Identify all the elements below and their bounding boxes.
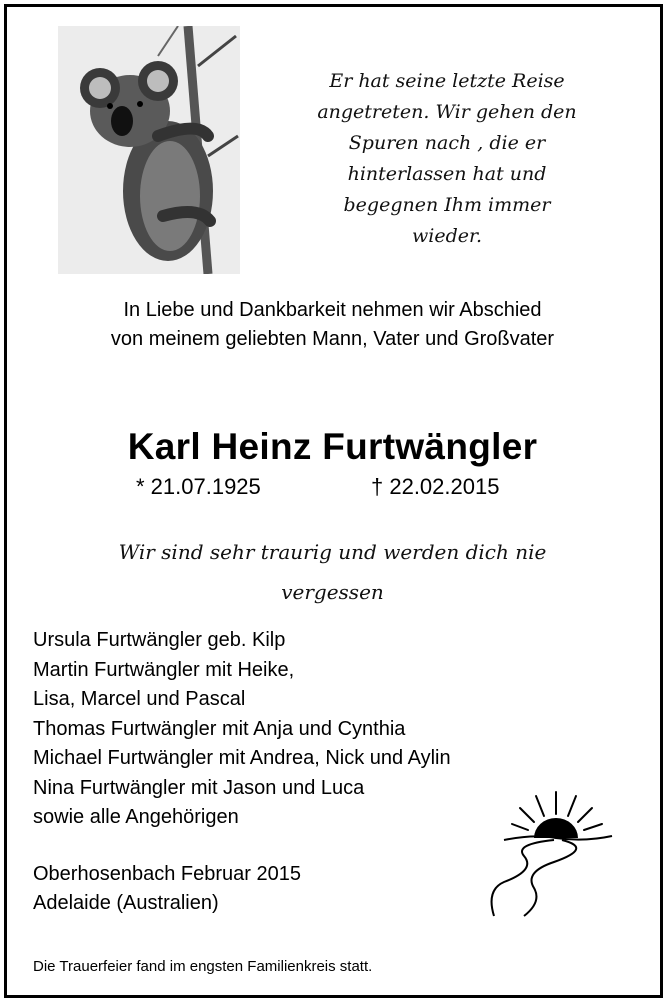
quote-line: begegnen Ihm immer: [343, 194, 551, 216]
mourner-line: Ursula Furtwängler geb. Kilp: [33, 629, 286, 651]
quote-line: wieder.: [411, 225, 483, 247]
place-line: Oberhosenbach Februar 2015: [33, 863, 301, 885]
farewell-quote: [262, 66, 632, 252]
quote-line: Er hat seine letzte Reise: [329, 70, 565, 92]
quote-line: angetreten. Wir gehen den: [317, 101, 577, 123]
quote-line: Spuren nach , die er: [348, 132, 546, 154]
mourner-line: Michael Furtwängler mit Andrea, Nick und Aylin: [33, 747, 451, 769]
statement-line: Wir sind sehr traurig und werden dich nie: [118, 540, 547, 564]
mourners-list: [33, 626, 451, 833]
mourner-line: Lisa, Marcel und Pascal: [33, 688, 246, 710]
place-line: Adelaide (Australien): [33, 892, 219, 914]
birth-date: * 21.07.1925: [136, 474, 261, 499]
mourner-line: sowie alle Angehörigen: [33, 806, 239, 828]
intro-line: von meinem geliebten Mann, Vater und Großvater: [110, 328, 555, 350]
intro-line: In Liebe und Dankbarkeit nehmen wir Abschied: [123, 299, 542, 321]
mourning-statement: [0, 532, 665, 612]
mourner-line: Martin Furtwängler mit Heike,: [33, 658, 295, 681]
ceremony-note: Die Trauerfeier fand im engsten Familienkreis statt.: [33, 958, 373, 975]
place-and-date: [33, 860, 301, 918]
sunset-path-icon: [484, 778, 614, 923]
life-dates: [0, 474, 665, 502]
deceased-name: Karl Heinz Furtwängler: [127, 426, 538, 467]
farewell-intro: [0, 296, 665, 354]
statement-line: vergessen: [281, 580, 384, 604]
koala-photo: [58, 26, 240, 274]
quote-line: hinterlassen hat und: [347, 163, 547, 185]
death-date: † 22.02.2015: [371, 474, 500, 499]
mourner-line: Nina Furtwängler mit Jason und Luca: [33, 776, 365, 799]
mourner-line: Thomas Furtwängler mit Anja und Cynthia: [33, 717, 406, 740]
